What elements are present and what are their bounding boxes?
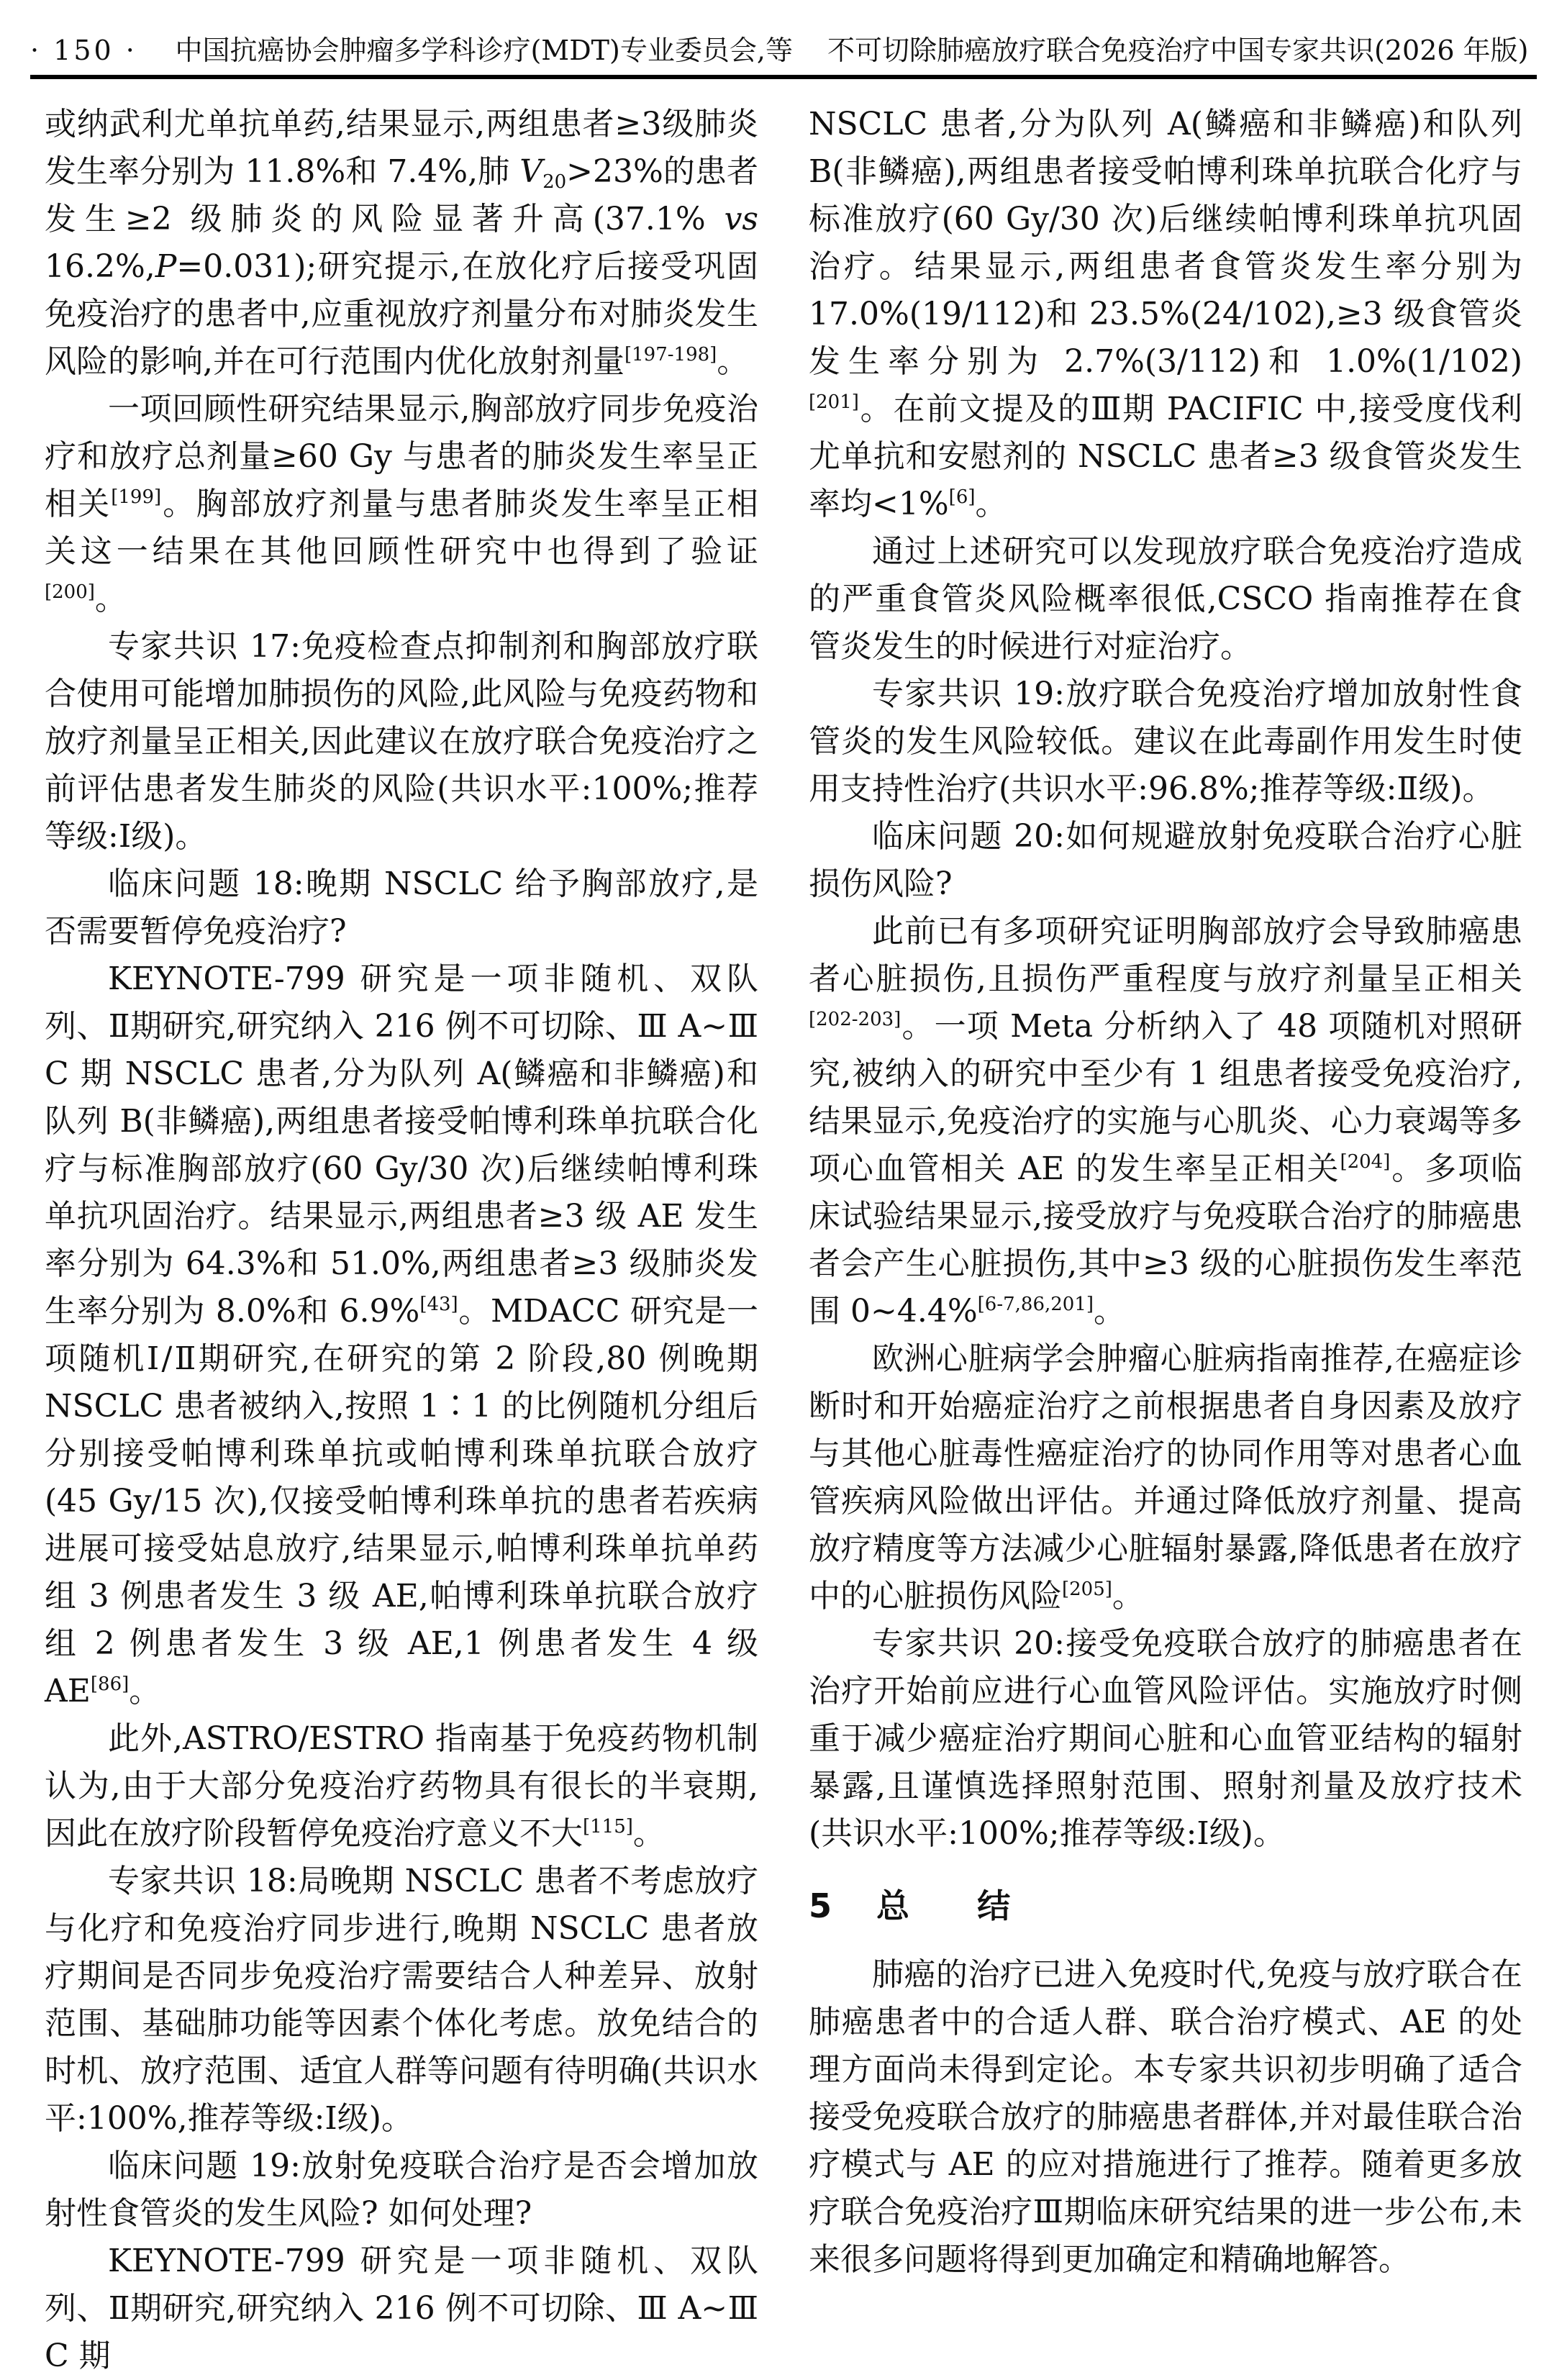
left-column-text [45,101,758,2380]
page-header [30,30,1537,71]
paragraph: 专家共识 20:接受免疫联合放疗的肺癌患者在治疗开始前应进行心血管风险评估。实施放疗时侧重于减少癌症治疗期间心脏和心血管亚结构的辐射暴露,且谨慎选择照射范围、照射剂量及放疗技术(共识水平:100%;推荐等级:Ⅰ级)。 [809,1625,1522,1852]
section-title: 总 结 [876,1886,1011,1925]
reference-superscript: [43] [419,1294,458,1315]
paragraph: 临床问题 18:晚期 NSCLC 给予胸部放疗,是否需要暂停免疫治疗? [45,866,758,950]
reference-superscript: [197-198] [624,344,717,365]
paragraph: 通过上述研究可以发现放疗联合免疫治疗造成的严重食管炎风险概率很低,CSCO 指南推荐在食管炎发生的时候进行对症治疗。 [809,533,1522,665]
reference-superscript: [202-203] [809,1009,901,1030]
paragraph: 专家共识 19:放疗联合免疫治疗增加放射性食管炎的发生风险较低。建议在此毒副作用发生时使用支持性治疗(共识水平:96.8%;推荐等级:Ⅱ级)。 [809,676,1522,807]
reference-superscript: [201] [809,391,859,413]
paragraph: 或纳武利尤单抗单药,结果显示,两组患者≥3级肺炎发生率分别为 11.8%和 7.4%,肺 $V_{20}>23\%$的患者发生≥2 级肺炎的风险显著升高(37.1% vs 16.2%,P=0.031);研究提示,在放化疗后接受巩固免疫治疗的患者中,应重视放疗剂量分布对肺炎发生风险的影响,并在可行范围内优化放射剂量[197-198]。 [45,106,758,380]
reference-superscript: [200] [45,581,95,603]
paragraph: 欧洲心脏病学会肿瘤心脏病指南推荐,在癌症诊断时和开始癌症治疗之前根据患者自身因素及放疗与其他心脏毒性癌症治疗的协同作用等对患者心血管疾病风险做出评估。并通过降低放疗剂量、提高放疗精度等方法减少心脏辐射暴露,降低患者在放疗中的心脏损伤风险[205]。 [809,1340,1522,1614]
running-head-authors: 中国抗癌协会肿瘤多学科诊疗(MDT)专业委员会,等 [175,35,793,66]
page-number: · 150 · [30,35,137,66]
paragraph: 专家共识 18:局晚期 NSCLC 患者不考虑放疗与化疗和免疫治疗同步进行,晚期 NSCLC 患者放疗期间是否同步免疫治疗需要结合人种差异、放射范围、基础肺功能等因素个体化考虑。放免结合的时机、放疗范围、适宜人群等问题有待明确(共识水平:100%,推荐等级:Ⅰ级)。 [45,1863,758,2137]
running-head [167,30,1537,71]
italic-text: vs [724,201,758,237]
reference-superscript: [204] [1340,1151,1391,1173]
italic-text: P [155,248,177,285]
paragraph: 专家共识 17:免疫检查点抑制剂和胸部放疗联合使用可能增加肺损伤的风险,此风险与免疫药物和放疗剂量呈正相关,因此建议在放疗联合免疫治疗之前评估患者发生肺炎的风险(共识水平:100%;推荐等级:Ⅰ级)。 [45,628,758,855]
reference-superscript: [86] [90,1673,130,1695]
reference-superscript: [199] [111,486,162,508]
right-column [809,101,1522,2284]
paragraph: 此外,ASTRO/ESTRO 指南基于免疫药物机制认为,由于大部分免疫治疗药物具有很长的半衰期,因此在放疗阶段暂停免疫治疗意义不大[115]。 [45,1720,758,1852]
paragraph: 此前已有多项研究证明胸部放疗会导致肺癌患者心脏损伤,且损伤严重程度与放疗剂量呈正相关[202-203]。一项 Meta 分析纳入了 48 项随机对照研究,被纳入的研究中至少有 1 组患者接受免疫治疗,结果显示,免疫治疗的实施与心肌炎、心力衰竭等多项心血管相关 AE 的发生率呈正相关[204]。多项临床试验结果显示,接受放疗与免疫联合治疗的肺癌患者会产生心脏损伤,其中≥3 级的心脏损伤发生率范围 0~4.4%[6-7,86,201]。 [809,913,1523,1330]
reference-superscript: [115] [583,1816,633,1838]
paragraph: 临床问题 20:如何规避放射免疫联合治疗心脏损伤风险? [809,818,1522,902]
left-column [45,101,758,2380]
italic-text: V [519,153,543,190]
paragraph: 临床问题 19:放射免疫联合治疗是否会增加放射性食管炎的发生风险? 如何处理? [45,2148,758,2232]
paragraph: KEYNOTE-799 研究是一项非随机、双队列、Ⅱ期研究,研究纳入 216 例不可切除、Ⅲ A~Ⅲ C 期 [45,2243,758,2374]
subscript: 20 [542,171,567,193]
paragraph: NSCLC 患者,分为队列 A(鳞癌和非鳞癌)和队列 B(非鳞癌),两组患者接受帕博利珠单抗联合化疗与标准放疗(60 Gy/30 次)后继续帕博利珠单抗巩固治疗。结果显示,两组患者食管炎发生率分别为 17.0%(19/112)和 23.5%(24/102),≥3 级食管炎发生率分别为 2.7%(3/112)和 1.0%(1/102)[201]。在前文提及的Ⅲ期 PACIFIC 中,接受度伐利尤单抗和安慰剂的 NSCLC 患者≥3 级食管炎发生率均<1%[6]。 [809,106,1522,522]
paragraph: KEYNOTE-799 研究是一项非随机、双队列、Ⅱ期研究,研究纳入 216 例不可切除、Ⅲ A~Ⅲ C 期 NSCLC 患者,分为队列 A(鳞癌和非鳞癌)和队列 B(非鳞癌),两组患者接受帕博利珠单抗联合化疗与标准胸部放疗(60 Gy/30 次)后继续帕博利珠单抗巩固治疗。结果显示,两组患者≥3 级 AE 发生率分别为 64.3%和 51.0%,两组患者≥3 级肺炎发生率分别为 8.0%和 6.9%[43]。MDACC 研究是一项随机Ⅰ/Ⅱ期研究,在研究的第 2 阶段,80 例晚期 NSCLC 患者被纳入,按照 1∶1 的比例随机分组后分别接受帕博利珠单抗或帕博利珠单抗联合放疗(45 Gy/15 次),仅接受帕博利珠单抗的患者若疾病进展可接受姑息放疗,结果显示,帕博利珠单抗单药组 3 例患者发生 3 级 AE,帕博利珠单抗联合放疗组 2 例患者发生 3 级 AE,1 例患者发生 4 级 AE[86]。 [45,960,758,1709]
header-rule [30,75,1537,79]
reference-superscript: [205] [1062,1579,1112,1600]
running-head-title: 不可切除肺癌放疗联合免疫治疗中国专家共识(2026 年版) [827,35,1529,66]
right-column-text-top [809,101,1522,1858]
reference-superscript: [6-7,86,201] [977,1294,1094,1315]
reference-superscript: [6] [948,486,976,508]
right-column-text-bottom [809,1951,1522,2284]
paragraph: 肺癌的治疗已进入免疫时代,免疫与放疗联合在肺癌患者中的合适人群、联合治疗模式、AE 的处理方面尚未得到定论。本专家共识初步明确了适合接受免疫联合放疗的肺癌患者群体,并对最佳联合治疗模式与 AE 的应对措施进行了推荐。随着更多放疗联合免疫治疗Ⅲ期临床研究结果的进一步公布,未来很多问题将得到更加确定和精确地解答。 [809,1956,1522,2278]
section-heading [809,1882,1522,1930]
section-number: 5 [809,1886,832,1925]
paragraph: 一项回顾性研究结果显示,胸部放疗同步免疫治疗和放疗总剂量≥60 Gy 与患者的肺炎发生率呈正相关[199]。胸部放疗剂量与患者肺炎发生率呈正相关这一结果在其他回顾性研究中也得到了验证[200]。 [45,391,759,617]
